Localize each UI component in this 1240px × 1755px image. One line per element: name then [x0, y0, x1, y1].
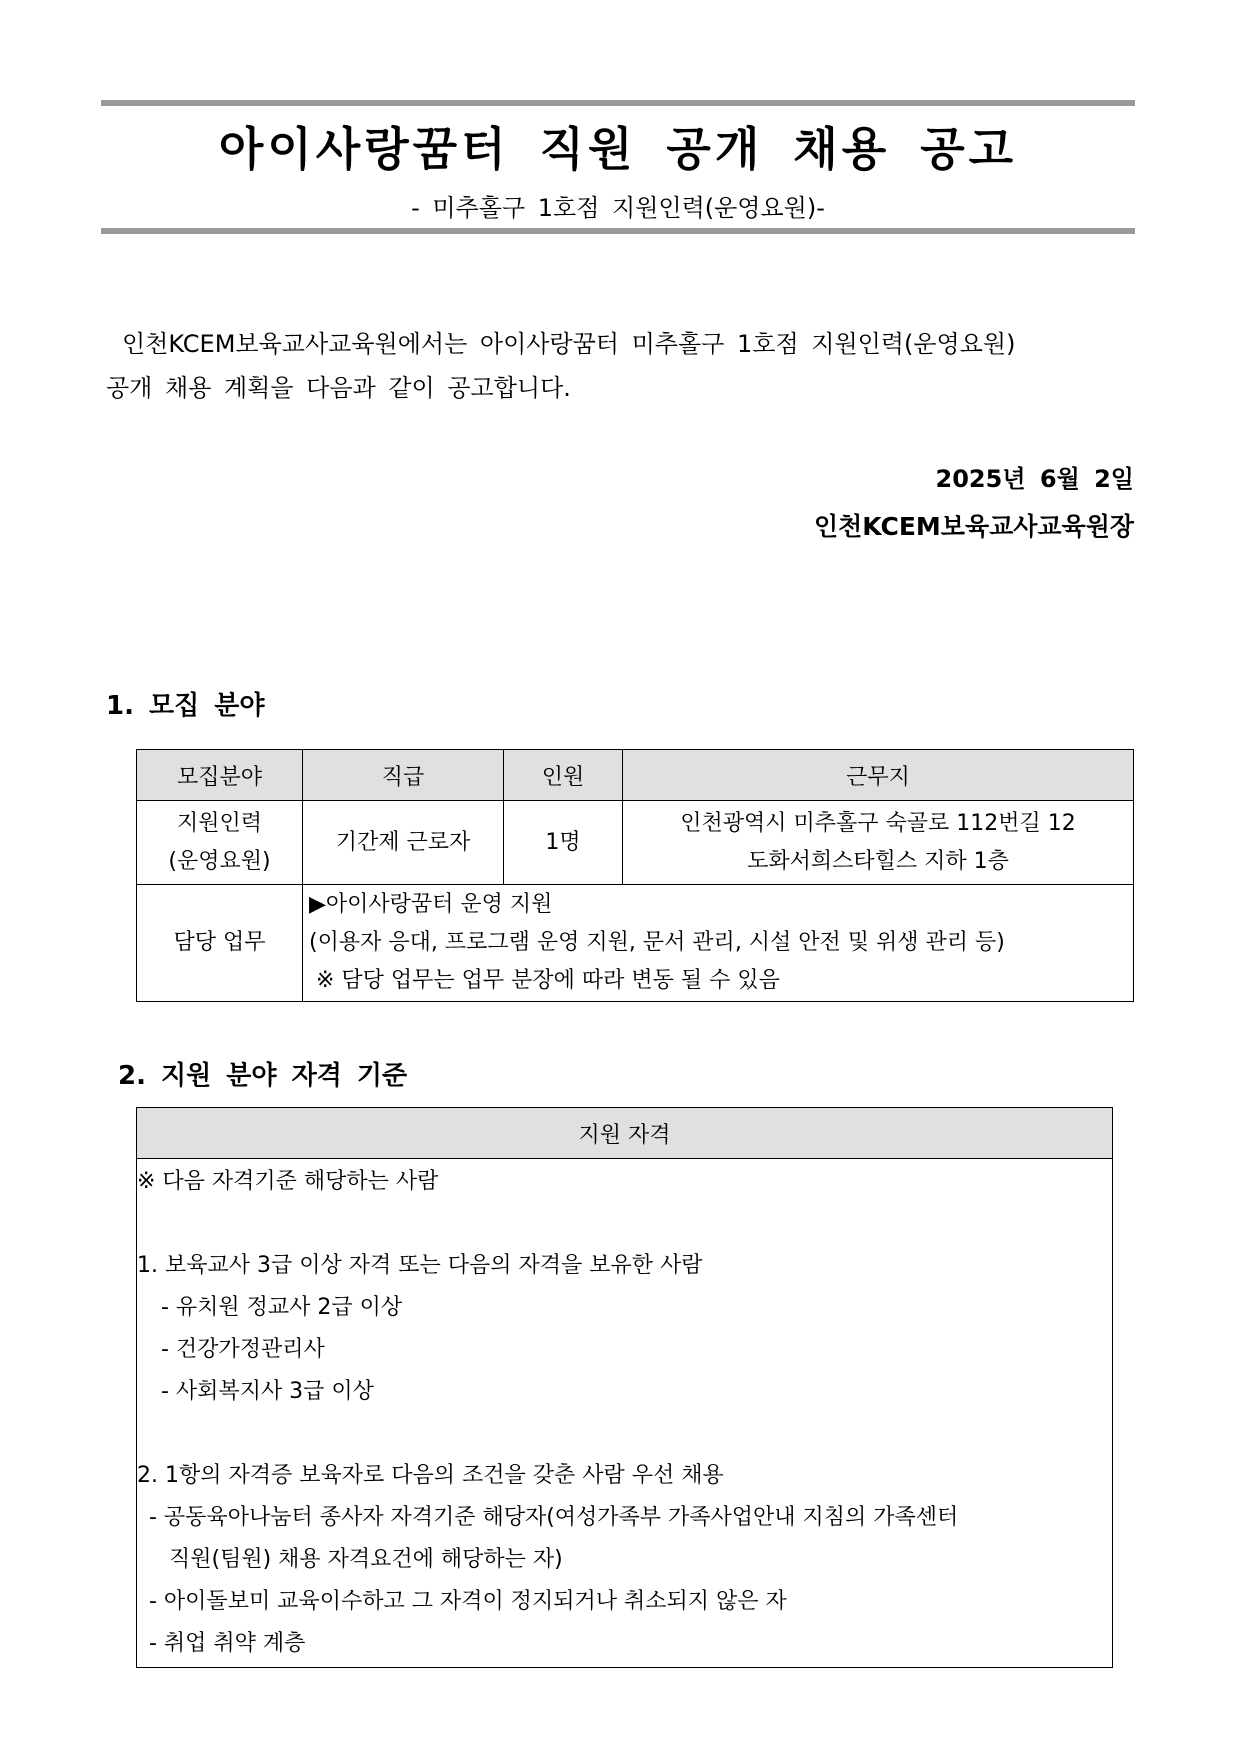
field-line-2: (운영요원)	[168, 848, 271, 874]
header-location: 근무지	[623, 750, 1134, 801]
qualification-sub-item: - 아이돌보미 교육이수하고 그 자격이 정지되거나 취소되지 않은 자	[149, 1589, 787, 1614]
header-rank: 직급	[303, 750, 504, 801]
section-1-heading: 1. 모집 분야	[106, 691, 265, 721]
qualification-cell	[137, 1159, 1113, 1668]
section-2-heading: 2. 지원 분야 자격 기준	[118, 1061, 408, 1091]
header-qualification: 지원 자격	[137, 1108, 1113, 1159]
recruitment-table	[136, 749, 1134, 1002]
table-row	[137, 1159, 1113, 1668]
intro-line-2: 공개 채용 계획을 다음과 같이 공고합니다.	[106, 374, 571, 402]
field-line-1: 지원인력	[176, 810, 262, 836]
qualification-table	[136, 1107, 1113, 1668]
notice-date: 2025년 6월 2일	[935, 465, 1134, 493]
count-cell: 1명	[504, 801, 623, 885]
qualification-sub-item-continued: 직원(팀원) 채용 자격요건에 해당하는 자)	[169, 1547, 563, 1572]
page-title: 아이사랑꿈터 직원 공개 채용 공고	[218, 122, 1018, 176]
qualification-item-1: 1. 보육교사 3급 이상 자격 또는 다음의 자격을 보유한 사람	[137, 1253, 703, 1278]
duty-line: ※ 담당 업무는 업무 분장에 따라 변동 될 수 있음	[309, 968, 780, 993]
location-line-2: 도화서희스타힐스 지하 1층	[747, 848, 1009, 874]
location-line-1: 인천광역시 미추홀구 숙골로 112번길 12	[680, 810, 1076, 836]
issuer-name: 인천KCEM보육교사교육원장	[813, 512, 1134, 541]
field-cell	[137, 801, 303, 885]
duty-cell	[303, 885, 1134, 1002]
qualification-sub-item: - 유치원 정교사 2급 이상	[161, 1295, 403, 1320]
header-count: 인원	[504, 750, 623, 801]
location-cell	[623, 801, 1134, 885]
top-rule	[101, 100, 1135, 106]
rank-cell: 기간제 근로자	[303, 801, 504, 885]
qualification-note: ※ 다음 자격기준 해당하는 사람	[137, 1169, 439, 1194]
page-subtitle: - 미추홀구 1호점 지원인력(운영요원)-	[411, 194, 825, 222]
table-header-row	[137, 1108, 1113, 1159]
duty-line: (이용자 응대, 프로그램 운영 지원, 문서 관리, 시설 안전 및 위생 관리 등)	[309, 930, 1005, 955]
duty-label-cell: 담당 업무	[137, 885, 303, 1002]
blank-line	[137, 1203, 1112, 1245]
header-field: 모집분야	[137, 750, 303, 801]
table-row	[137, 801, 1134, 885]
qualification-sub-item: - 건강가정관리사	[161, 1337, 325, 1362]
blank-line	[137, 1413, 1112, 1455]
duty-line: ▶아이사랑꿈터 운영 지원	[309, 892, 553, 917]
intro-line-1: 인천KCEM보육교사교육원에서는 아이사랑꿈터 미추홀구 1호점 지원인력(운영요원)	[122, 330, 1016, 358]
qualification-sub-item: - 공동육아나눔터 종사자 자격기준 해당자(여성가족부 가족사업안내 지침의 가족센터	[149, 1505, 959, 1530]
bottom-rule	[101, 228, 1135, 234]
table-header-row	[137, 750, 1134, 801]
table-row	[137, 885, 1134, 1002]
qualification-sub-item: - 사회복지사 3급 이상	[161, 1379, 374, 1404]
qualification-sub-item: - 취업 취약 계층	[149, 1631, 306, 1656]
intro-paragraph	[106, 322, 1136, 410]
qualification-item-2: 2. 1항의 자격증 보육자로 다음의 조건을 갖춘 사람 우선 채용	[137, 1463, 724, 1488]
